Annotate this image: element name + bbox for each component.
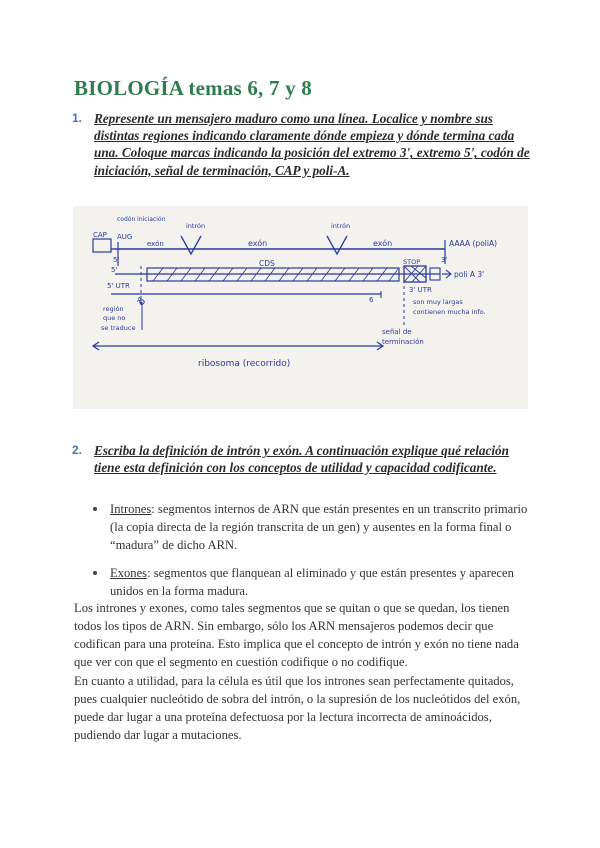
list-item (96, 500, 536, 554)
diagram-label-codon: codón iniciación (117, 216, 166, 223)
question-1-text: Represente un mensajero maduro como una línea. Localice y nombre sus distintas regiones indicando claramente dónde empieza y dónde termina cada una. Coloque marcas indicando la posición del extremo 3', extremo 5', codón de iniciación, señal de terminación, CAP y poli-A. (94, 111, 530, 178)
diagram-label-exon-2: exón (248, 239, 268, 248)
diagram-label-tick-a: A (137, 296, 142, 304)
page-title: BIOLOGÍA temas 6, 7 y 8 (74, 76, 312, 100)
question-2-number: 2. (72, 443, 83, 457)
diagram-label-3utr-note-2: contienen mucha info. (413, 308, 486, 316)
diagram-label-poli-a-3: poli A 3' (454, 270, 485, 279)
definition-list (96, 500, 536, 610)
term-intrones: Intrones (110, 502, 152, 516)
diagram-label-tick-b: 6 (369, 296, 374, 304)
diagram-label-aug: AUG (117, 233, 133, 241)
diagram-label-5utr-note-3: se traduce (101, 324, 136, 332)
term-exones: Exones (110, 566, 148, 580)
diagram-label-5prime-mid: 5' (111, 266, 118, 274)
diagram-label-ribosoma: ribosoma (recorrido) (198, 359, 291, 369)
diagram-label-3utr: 3' UTR (409, 286, 432, 294)
diagram-label-intron-1: intrón (186, 222, 206, 230)
diagram-label-5prime-top: 5' (113, 256, 120, 264)
diagram-label-cds: CDS (259, 259, 275, 268)
diagram-label-exon-3: exón (373, 239, 393, 248)
definition-intrones: : segmentos internos de ARN que están presentes en un transcrito primario (la copia directa de la región transcrita de un gen) y ausentes en la forma final o “madura” de dicho ARN. (110, 502, 528, 552)
diagram-label-exon-1: exón (147, 240, 164, 248)
diagram-label-poli-a: AAAA (poliA) (449, 239, 498, 248)
mrna-diagram (73, 206, 528, 409)
diagram-label-3utr-note-1: son muy largas (413, 298, 463, 306)
diagram-label-senal-2: terminación (382, 338, 424, 346)
cap-box (93, 239, 111, 252)
diagram-label-senal-1: señal de (382, 328, 412, 336)
question-1 (74, 110, 534, 179)
list-item (96, 564, 536, 600)
diagram-label-stop: STOP (403, 258, 421, 266)
question-1-number: 1. (72, 111, 83, 125)
question-2 (74, 442, 534, 476)
handwritten-diagram-photo (73, 206, 528, 409)
question-2-text: Escriba la definición de intrón y exón. A continuación explique qué relación tiene esta definición con los conceptos de utilidad y capacidad codificante. (94, 443, 509, 476)
intron-mark-2 (327, 236, 347, 254)
paragraph-2: En cuanto a utilidad, para la célula es útil que los intrones sean perfectamente quitados, pues cualquier nucleótido de sobra del intrón, o la supresión de los nucleótidos del exón, puede dar lugar a una proteína defectuosa por la lectura incorrecta de aminoácidos, pudiendo dar lugar a mutaciones. (74, 674, 521, 742)
paragraph-1: Los intrones y exones, como tales segmentos que se quitan o que se quedan, los tienen todos los tipos de ARN. Sin embargo, sólo los ARN mensajeros podemos decir que codifican para una proteína. Esto implica que el concepto de intrón y exón no tiene nada que ver con que el segmento en cuestión codifique o no codifique. (74, 601, 519, 669)
diagram-label-5utr-note-2: que no (103, 314, 126, 322)
diagram-label-cap: CAP (93, 231, 107, 239)
diagram-label-5utr-note-1: región (103, 305, 124, 313)
diagram-label-3prime-top: 3' (441, 256, 448, 264)
diagram-label-5utr: 5' UTR (107, 282, 130, 290)
definition-exones: : segmentos que flanquean al eliminado y que están presentes y aparecen unidos en la forma madura. (110, 566, 514, 598)
diagram-label-intron-2: intrón (331, 222, 351, 230)
intron-mark-1 (181, 236, 201, 254)
